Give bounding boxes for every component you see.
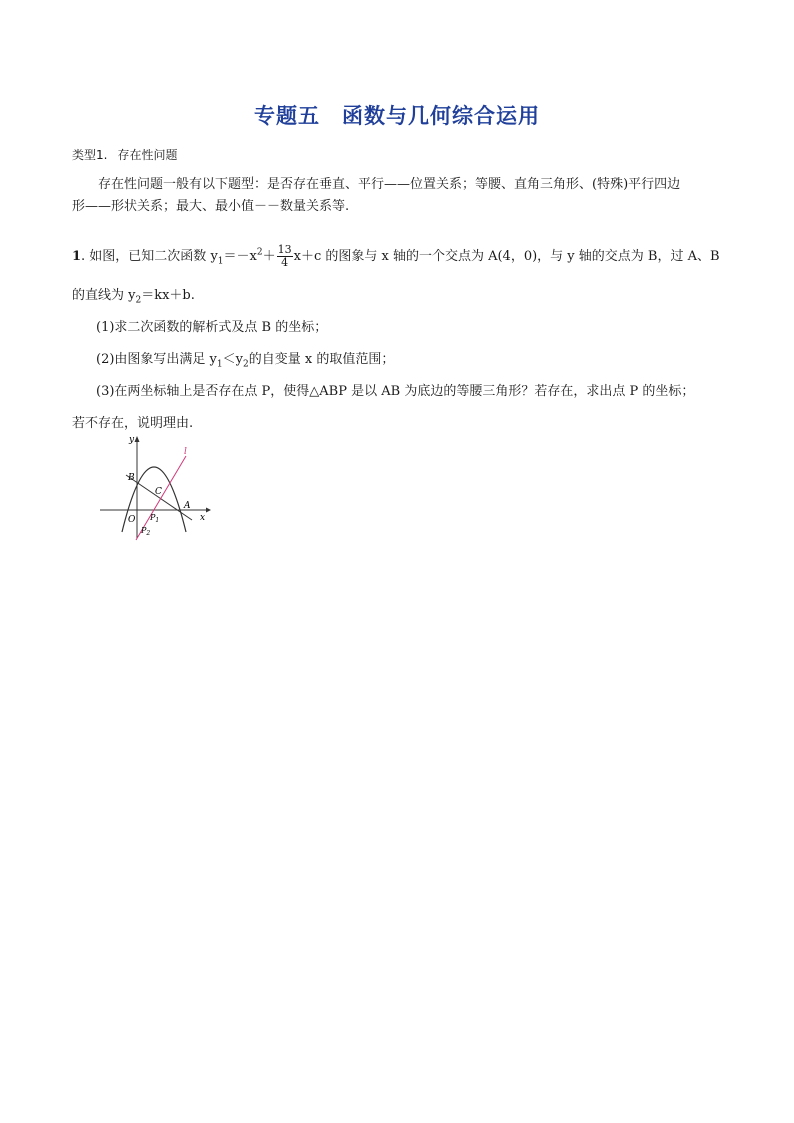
question-2-a: (2)由图象写出满足 y	[96, 352, 217, 367]
fraction-numerator: 13	[277, 243, 292, 256]
label-c: C	[155, 487, 162, 497]
problem-text-b: ＝－x	[223, 249, 257, 264]
x-axis-arrow	[206, 508, 211, 513]
figure-svg	[96, 432, 214, 542]
function-figure	[96, 432, 214, 546]
problem-text-c: ＋	[262, 249, 276, 264]
question-3-line-2: 若不存在，说明理由.	[72, 416, 194, 431]
problem-line-1	[72, 244, 720, 269]
page-title	[0, 100, 794, 130]
question-2	[96, 348, 394, 370]
problem-line-2	[72, 284, 195, 306]
section-heading	[72, 146, 177, 163]
label-p2	[140, 526, 150, 537]
fraction	[277, 244, 293, 269]
label-y: y	[129, 435, 135, 445]
line-ab	[126, 475, 192, 520]
label-p2-letter: P	[141, 526, 147, 535]
label-p2-sub: 2	[146, 530, 151, 537]
problem-text-a: . 如图，已知二次函数 y	[81, 249, 218, 264]
title-part1: 专题五	[254, 104, 320, 128]
label-b: B	[128, 473, 135, 483]
problem-line2-a: 的直线为 y	[72, 288, 136, 303]
label-p1-letter: P	[150, 513, 156, 522]
section-type: 类型1.	[72, 148, 108, 162]
problem-sub-1: 1	[217, 256, 224, 267]
y-axis-arrow	[135, 436, 140, 442]
question-2-c: 的自变量 x 的取值范围；	[248, 352, 395, 367]
label-l: l	[184, 447, 187, 457]
label-x: x	[200, 513, 206, 523]
label-a: A	[184, 501, 191, 511]
question-1: (1)求二次函数的解析式及点 B 的坐标；	[96, 320, 328, 335]
fraction-denominator: 4	[281, 256, 289, 269]
problem-sup-2: 2	[256, 247, 263, 258]
problem-number: 1	[72, 249, 82, 264]
question-2-sub1: 1	[216, 359, 223, 370]
question-3-line-1: (3)在两坐标轴上是否存在点 P，使得△ABP 是以 AB 为底边的等腰三角形？若存在，求出点 P 的坐标；	[96, 384, 695, 399]
problem-line2-b: ＝kx＋b.	[141, 288, 195, 303]
label-o: O	[128, 515, 136, 525]
section-name: 存在性问题	[117, 148, 178, 162]
question-2-sub2: 2	[243, 359, 249, 370]
title-part2: 函数与几何综合运用	[342, 104, 540, 128]
intro-line-1: 存在性问题一般有以下题型：是否存在垂直、平行——位置关系；等腰、直角三角形、(特殊)平行四边	[98, 177, 681, 192]
intro-paragraph	[72, 174, 752, 218]
problem-text-d: x＋c 的图象与 x 轴的一个交点为 A(4，0)，与 y 轴的交点为 B，过 A、B	[293, 249, 720, 264]
label-p1	[149, 513, 159, 524]
label-p1-sub: 1	[155, 517, 160, 524]
question-2-b: ＜y	[222, 352, 243, 367]
problem-line2-sub: 2	[135, 295, 142, 306]
intro-line-2: 形——形状关系；最大、最小值－－数量关系等.	[72, 199, 350, 214]
